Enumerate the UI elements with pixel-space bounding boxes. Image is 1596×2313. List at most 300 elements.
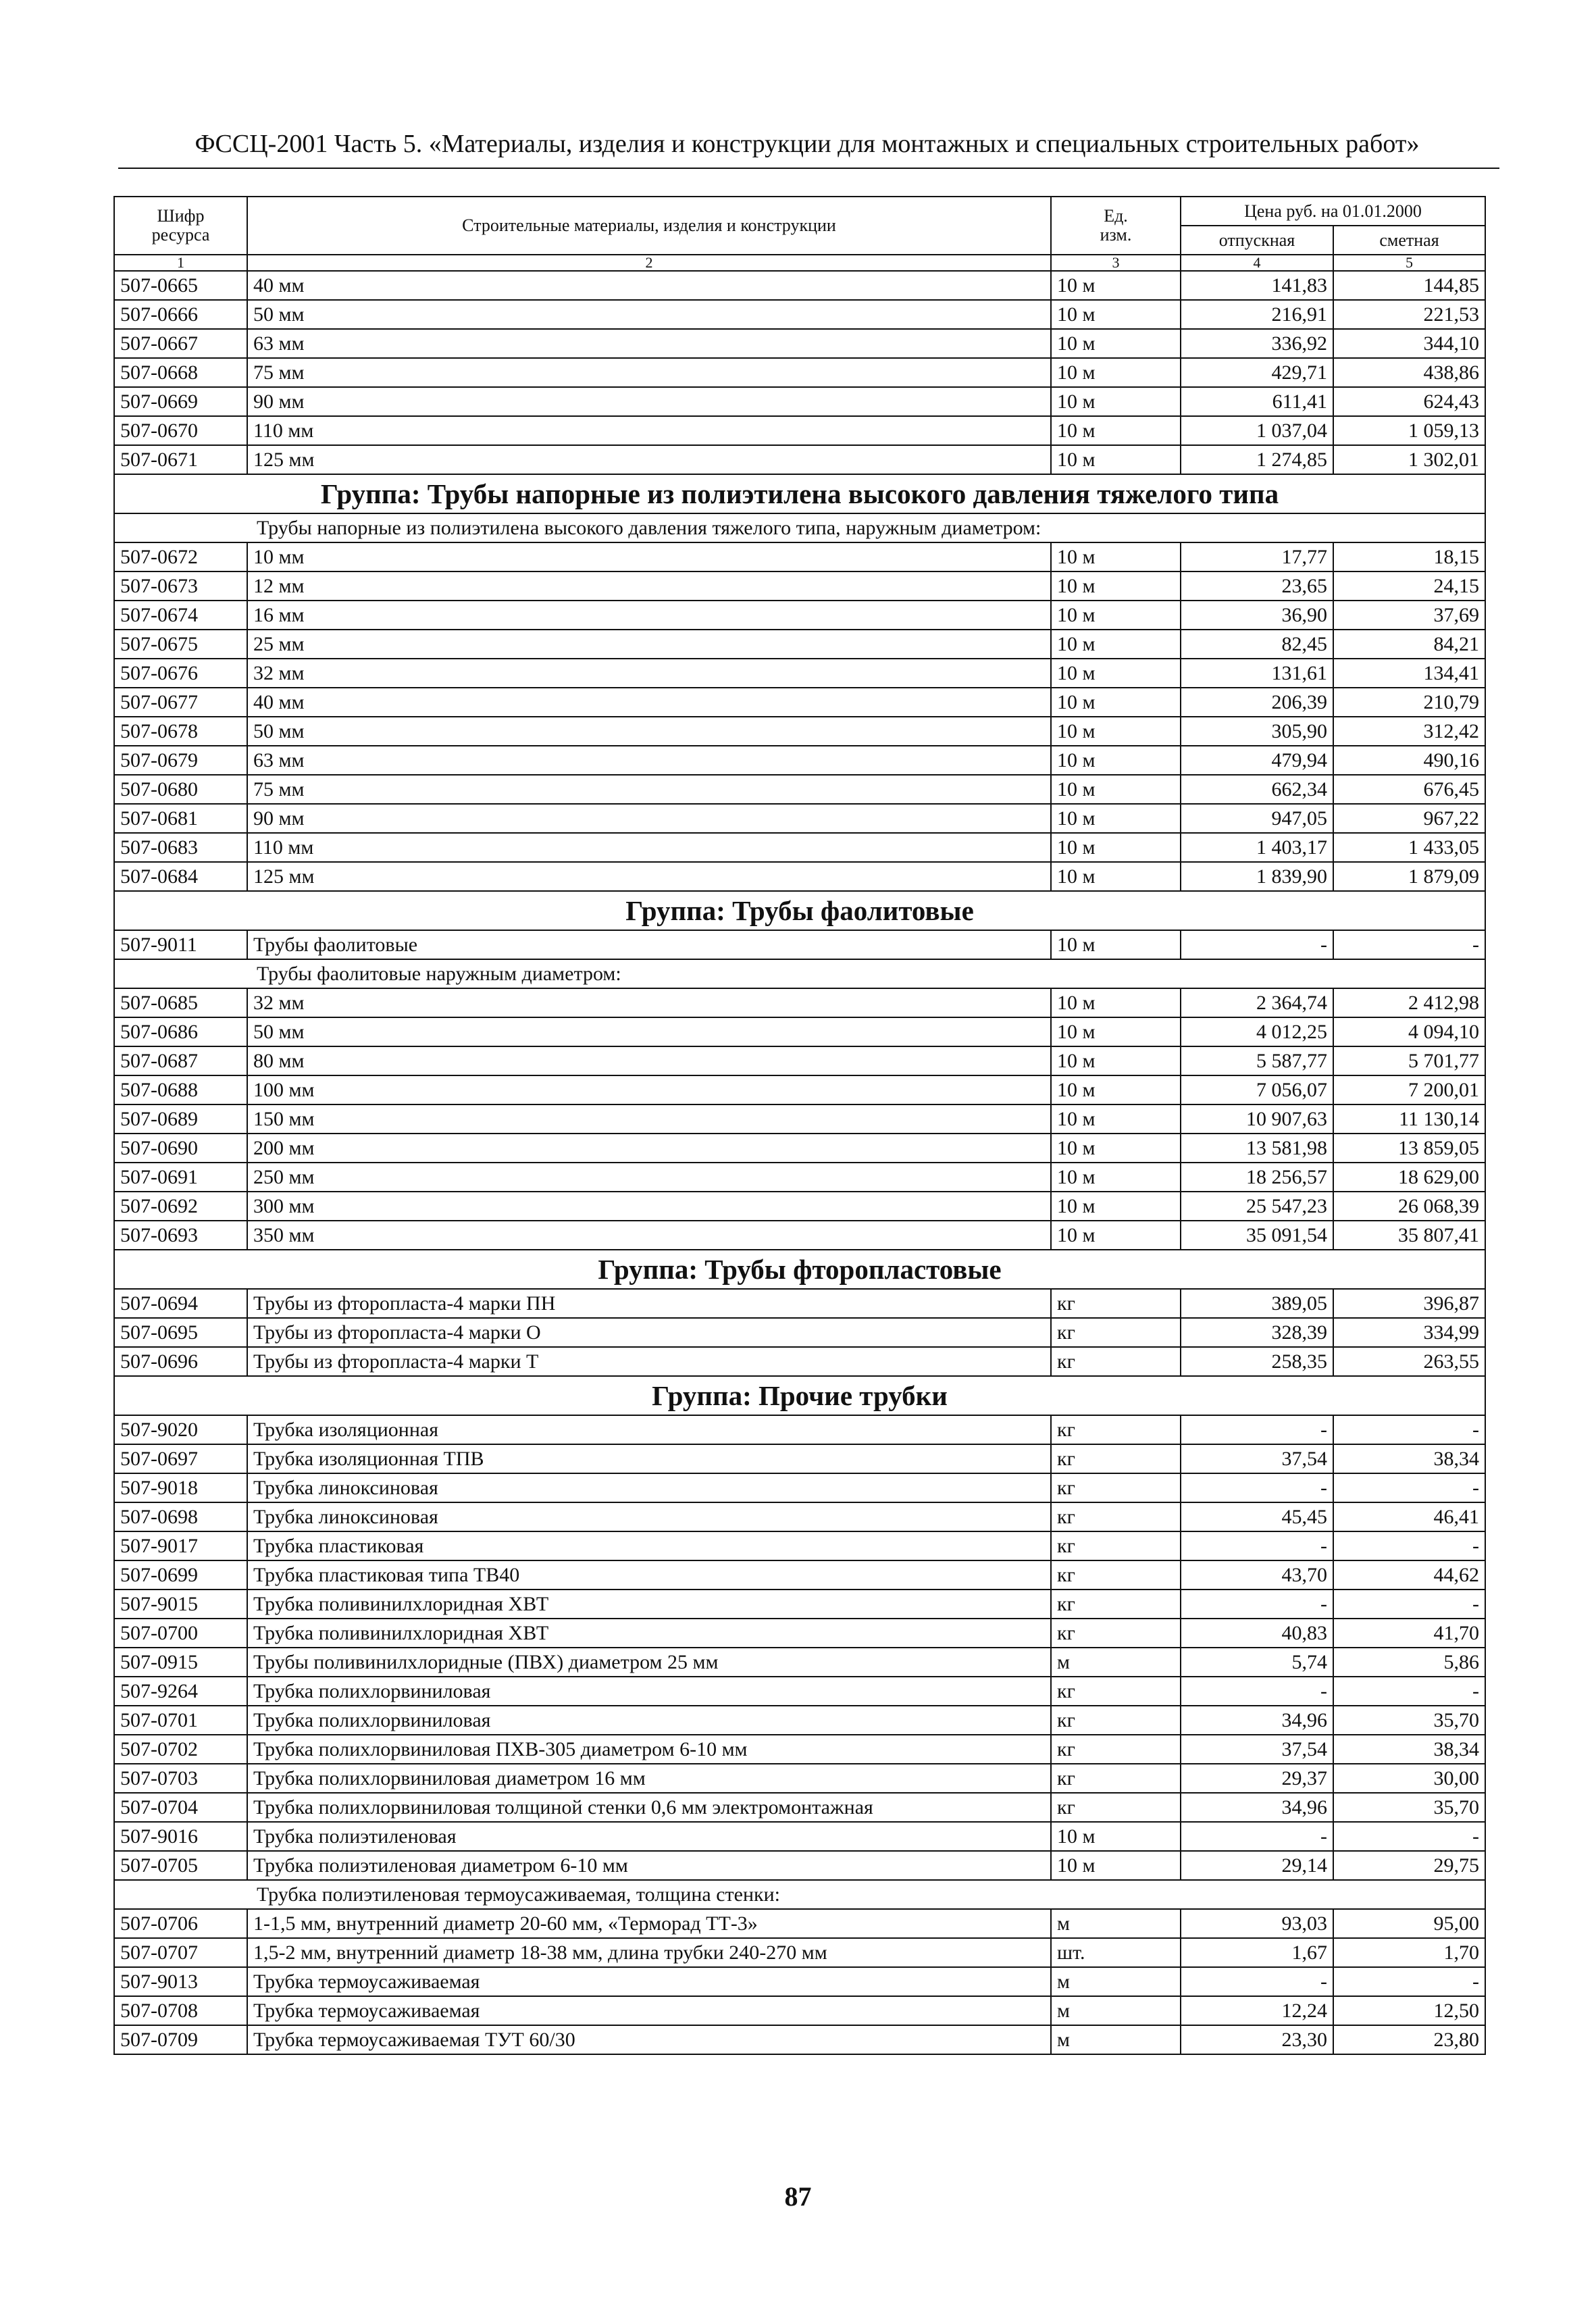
estimate-price: -: [1333, 930, 1485, 959]
unit-of-measure: кг: [1051, 1531, 1181, 1560]
table-row: [114, 746, 1485, 775]
resource-code: 507-0692: [114, 1192, 247, 1221]
resource-code: 507-9020: [114, 1415, 247, 1444]
release-price: -: [1181, 1590, 1333, 1619]
estimate-price: 44,62: [1333, 1560, 1485, 1590]
material-name: Трубка полиэтиленовая диаметром 6-10 мм: [247, 1851, 1051, 1880]
release-price: 34,96: [1181, 1793, 1333, 1822]
table-row: [114, 775, 1485, 804]
release-price: 131,61: [1181, 659, 1333, 688]
unit-of-measure: 10 м: [1051, 601, 1181, 630]
estimate-price: 1 302,01: [1333, 445, 1485, 474]
group-title: Группа: Трубы фаолитовые: [114, 891, 1485, 930]
material-name: 110 мм: [247, 416, 1051, 445]
unit-of-measure: 10 м: [1051, 445, 1181, 474]
unit-of-measure: кг: [1051, 1677, 1181, 1706]
estimate-price: 18,15: [1333, 542, 1485, 571]
estimate-price: 263,55: [1333, 1347, 1485, 1376]
estimate-price: 396,87: [1333, 1289, 1485, 1318]
material-name: Трубка изоляционная: [247, 1415, 1051, 1444]
estimate-price: 84,21: [1333, 630, 1485, 659]
estimate-price: 210,79: [1333, 688, 1485, 717]
column-header-code: [114, 197, 247, 255]
resource-code: 507-0678: [114, 717, 247, 746]
release-price: 34,96: [1181, 1706, 1333, 1735]
release-price: 216,91: [1181, 300, 1333, 329]
subheader-row: [114, 959, 1485, 988]
table-row: [114, 1192, 1485, 1221]
table-row: [114, 1996, 1485, 2025]
release-price: 1 403,17: [1181, 833, 1333, 862]
table-row: [114, 1075, 1485, 1104]
resource-code: 507-0688: [114, 1075, 247, 1104]
subheader-row: [114, 1880, 1485, 1909]
estimate-price: -: [1333, 1473, 1485, 1502]
estimate-price: 7 200,01: [1333, 1075, 1485, 1104]
table-row: [114, 1735, 1485, 1764]
table-row: [114, 542, 1485, 571]
table-row: [114, 300, 1485, 329]
resource-code: 507-0695: [114, 1318, 247, 1347]
table-row: [114, 1619, 1485, 1648]
resource-code: 507-9017: [114, 1531, 247, 1560]
resource-code: 507-0700: [114, 1619, 247, 1648]
estimate-price: -: [1333, 1967, 1485, 1996]
estimate-price: 24,15: [1333, 571, 1485, 601]
estimate-price: 35 807,41: [1333, 1221, 1485, 1250]
material-name: 90 мм: [247, 387, 1051, 416]
unit-of-measure: кг: [1051, 1764, 1181, 1793]
estimate-price: -: [1333, 1590, 1485, 1619]
estimate-price: 46,41: [1333, 1502, 1485, 1531]
group-header-row: [114, 1250, 1485, 1289]
release-price: 1 274,85: [1181, 445, 1333, 474]
subheader-row: [114, 513, 1485, 542]
material-name: Трубы из фторопласта-4 марки Т: [247, 1347, 1051, 1376]
resource-code: 507-0676: [114, 659, 247, 688]
resource-code: 507-0670: [114, 416, 247, 445]
unit-of-measure: 10 м: [1051, 271, 1181, 300]
material-name: Трубка полихлорвиниловая диаметром 16 мм: [247, 1764, 1051, 1793]
unit-of-measure: кг: [1051, 1590, 1181, 1619]
estimate-price: 4 094,10: [1333, 1017, 1485, 1046]
table-row: [114, 601, 1485, 630]
table-row: [114, 1909, 1485, 1938]
material-name: Трубка линоксиновая: [247, 1502, 1051, 1531]
release-price: 141,83: [1181, 271, 1333, 300]
unit-of-measure: 10 м: [1051, 1221, 1181, 1250]
table-row: [114, 445, 1485, 474]
material-name: Трубка пластиковая типа ТВ40: [247, 1560, 1051, 1590]
release-price: 947,05: [1181, 804, 1333, 833]
resource-code: 507-9013: [114, 1967, 247, 1996]
unit-of-measure: кг: [1051, 1619, 1181, 1648]
unit-of-measure: кг: [1051, 1560, 1181, 1590]
estimate-price: 18 629,00: [1333, 1163, 1485, 1192]
resource-code: 507-0667: [114, 329, 247, 358]
release-price: 305,90: [1181, 717, 1333, 746]
material-name: 1,5-2 мм, внутренний диаметр 18-38 мм, длина трубки 240-270 мм: [247, 1938, 1051, 1967]
table-row: [114, 1531, 1485, 1560]
unit-of-measure: 10 м: [1051, 1075, 1181, 1104]
release-price: 206,39: [1181, 688, 1333, 717]
table-row: [114, 358, 1485, 387]
resource-code: 507-0686: [114, 1017, 247, 1046]
unit-of-measure: 10 м: [1051, 862, 1181, 891]
table-row: [114, 1822, 1485, 1851]
unit-of-measure: 10 м: [1051, 804, 1181, 833]
release-price: 10 907,63: [1181, 1104, 1333, 1134]
table-row: [114, 1560, 1485, 1590]
release-price: 36,90: [1181, 601, 1333, 630]
release-price: 37,54: [1181, 1735, 1333, 1764]
estimate-price: 13 859,05: [1333, 1134, 1485, 1163]
resource-code: 507-9264: [114, 1677, 247, 1706]
material-name: 16 мм: [247, 601, 1051, 630]
estimate-price: 38,34: [1333, 1735, 1485, 1764]
unit-of-measure: 10 м: [1051, 988, 1181, 1017]
release-price: 93,03: [1181, 1909, 1333, 1938]
release-price: -: [1181, 1473, 1333, 1502]
column-header-unit-line2: изм.: [1100, 225, 1132, 245]
resource-code: 507-0709: [114, 2025, 247, 2054]
material-name: 50 мм: [247, 717, 1051, 746]
unit-of-measure: кг: [1051, 1473, 1181, 1502]
unit-of-measure: 10 м: [1051, 775, 1181, 804]
material-name: 10 мм: [247, 542, 1051, 571]
table-row: [114, 1415, 1485, 1444]
column-header-code-line2: ресурса: [151, 225, 210, 245]
table-row: [114, 1046, 1485, 1075]
unit-of-measure: 10 м: [1051, 571, 1181, 601]
unit-of-measure: кг: [1051, 1415, 1181, 1444]
release-price: 1 037,04: [1181, 416, 1333, 445]
table-row: [114, 1502, 1485, 1531]
unit-of-measure: 10 м: [1051, 688, 1181, 717]
resource-code: 507-0683: [114, 833, 247, 862]
table-row: [114, 571, 1485, 601]
unit-of-measure: 10 м: [1051, 1046, 1181, 1075]
table-row: [114, 387, 1485, 416]
group-header-row: [114, 1376, 1485, 1415]
subheader-text: Трубка полиэтиленовая термоусаживаемая, толщина стенки:: [114, 1880, 1485, 1909]
resource-code: 507-0704: [114, 1793, 247, 1822]
estimate-price: 676,45: [1333, 775, 1485, 804]
column-header-estimate-price: сметная: [1333, 226, 1485, 255]
estimate-price: 37,69: [1333, 601, 1485, 630]
material-name: 110 мм: [247, 833, 1051, 862]
release-price: 23,30: [1181, 2025, 1333, 2054]
material-name: Трубка полихлорвиниловая толщиной стенки 0,6 мм электромонтажная: [247, 1793, 1051, 1822]
release-price: 5 587,77: [1181, 1046, 1333, 1075]
table-row: [114, 1318, 1485, 1347]
table-row: [114, 1163, 1485, 1192]
column-header-unit: [1051, 197, 1181, 255]
release-price: 429,71: [1181, 358, 1333, 387]
unit-of-measure: м: [1051, 2025, 1181, 2054]
unit-of-measure: 10 м: [1051, 1134, 1181, 1163]
material-name: Трубка поливинилхлоридная ХВТ: [247, 1590, 1051, 1619]
resource-code: 507-0679: [114, 746, 247, 775]
estimate-price: 1 879,09: [1333, 862, 1485, 891]
group-header-row: [114, 891, 1485, 930]
unit-of-measure: 10 м: [1051, 930, 1181, 959]
release-price: 389,05: [1181, 1289, 1333, 1318]
material-name: 80 мм: [247, 1046, 1051, 1075]
table-row: [114, 1221, 1485, 1250]
release-price: 7 056,07: [1181, 1075, 1333, 1104]
release-price: 23,65: [1181, 571, 1333, 601]
estimate-price: 344,10: [1333, 329, 1485, 358]
release-price: 13 581,98: [1181, 1134, 1333, 1163]
subheader-text: Трубы фаолитовые наружным диаметром:: [114, 959, 1485, 988]
material-name: Трубы поливинилхлоридные (ПВХ) диаметром 25 мм: [247, 1648, 1051, 1677]
unit-of-measure: 10 м: [1051, 1104, 1181, 1134]
column-number: 3: [1051, 255, 1181, 271]
column-header-code-line1: Шифр: [157, 206, 205, 226]
release-price: 43,70: [1181, 1560, 1333, 1590]
table-row: [114, 1967, 1485, 1996]
resource-code: 507-0691: [114, 1163, 247, 1192]
resource-code: 507-0685: [114, 988, 247, 1017]
unit-of-measure: кг: [1051, 1347, 1181, 1376]
material-name: 75 мм: [247, 775, 1051, 804]
material-name: Трубы из фторопласта-4 марки О: [247, 1318, 1051, 1347]
page-number: 87: [784, 2181, 812, 2212]
table-row: [114, 1134, 1485, 1163]
column-number: 5: [1333, 255, 1485, 271]
unit-of-measure: м: [1051, 1967, 1181, 1996]
material-name: 100 мм: [247, 1075, 1051, 1104]
release-price: 336,92: [1181, 329, 1333, 358]
column-number: 2: [247, 255, 1051, 271]
material-name: Трубка термоусаживаемая ТУТ 60/30: [247, 2025, 1051, 2054]
column-number: 1: [114, 255, 247, 271]
table-row: [114, 1590, 1485, 1619]
estimate-price: 2 412,98: [1333, 988, 1485, 1017]
resource-code: 507-0698: [114, 1502, 247, 1531]
release-price: 2 364,74: [1181, 988, 1333, 1017]
unit-of-measure: шт.: [1051, 1938, 1181, 1967]
material-name: Трубы из фторопласта-4 марки ПН: [247, 1289, 1051, 1318]
estimate-price: 35,70: [1333, 1793, 1485, 1822]
material-name: 12 мм: [247, 571, 1051, 601]
estimate-price: 38,34: [1333, 1444, 1485, 1473]
resource-code: 507-0915: [114, 1648, 247, 1677]
resource-code: 507-0694: [114, 1289, 247, 1318]
release-price: 479,94: [1181, 746, 1333, 775]
unit-of-measure: 10 м: [1051, 746, 1181, 775]
column-numbers-row: [114, 255, 1485, 271]
column-header-name: Строительные материалы, изделия и конструкции: [247, 197, 1051, 255]
estimate-price: 5 701,77: [1333, 1046, 1485, 1075]
release-price: 82,45: [1181, 630, 1333, 659]
group-header-row: [114, 474, 1485, 513]
material-name: 63 мм: [247, 746, 1051, 775]
resource-code: 507-0708: [114, 1996, 247, 2025]
release-price: 12,24: [1181, 1996, 1333, 2025]
release-price: 29,14: [1181, 1851, 1333, 1880]
table-row: [114, 1851, 1485, 1880]
estimate-price: 967,22: [1333, 804, 1485, 833]
price-table: [113, 196, 1486, 2055]
material-name: 25 мм: [247, 630, 1051, 659]
release-price: -: [1181, 1822, 1333, 1851]
unit-of-measure: 10 м: [1051, 387, 1181, 416]
resource-code: 507-0689: [114, 1104, 247, 1134]
resource-code: 507-0680: [114, 775, 247, 804]
resource-code: 507-0687: [114, 1046, 247, 1075]
estimate-price: 41,70: [1333, 1619, 1485, 1648]
table-row: [114, 1347, 1485, 1376]
material-name: 50 мм: [247, 300, 1051, 329]
material-name: Трубка полихлорвиниловая ПХВ-305 диаметром 6-10 мм: [247, 1735, 1051, 1764]
material-name: 350 мм: [247, 1221, 1051, 1250]
resource-code: 507-0702: [114, 1735, 247, 1764]
material-name: 150 мм: [247, 1104, 1051, 1134]
release-price: 611,41: [1181, 387, 1333, 416]
group-title: Группа: Трубы фторопластовые: [114, 1250, 1485, 1289]
table-row: [114, 930, 1485, 959]
subheader-text: Трубы напорные из полиэтилена высокого давления тяжелого типа, наружным диаметром:: [114, 513, 1485, 542]
resource-code: 507-9011: [114, 930, 247, 959]
unit-of-measure: кг: [1051, 1793, 1181, 1822]
table-row: [114, 329, 1485, 358]
unit-of-measure: 10 м: [1051, 542, 1181, 571]
material-name: Трубка полихлорвиниловая: [247, 1706, 1051, 1735]
material-name: 50 мм: [247, 1017, 1051, 1046]
material-name: Трубка термоусаживаемая: [247, 1967, 1051, 1996]
estimate-price: 1,70: [1333, 1938, 1485, 1967]
release-price: 1,67: [1181, 1938, 1333, 1967]
column-header-unit-line1: Ед.: [1104, 206, 1128, 226]
estimate-price: 26 068,39: [1333, 1192, 1485, 1221]
resource-code: 507-0673: [114, 571, 247, 601]
estimate-price: 29,75: [1333, 1851, 1485, 1880]
material-name: 40 мм: [247, 688, 1051, 717]
table-row: [114, 688, 1485, 717]
release-price: 18 256,57: [1181, 1163, 1333, 1192]
material-name: Трубка изоляционная ТПВ: [247, 1444, 1051, 1473]
estimate-price: 312,42: [1333, 717, 1485, 746]
estimate-price: 490,16: [1333, 746, 1485, 775]
material-name: 200 мм: [247, 1134, 1051, 1163]
page-header-title: ФССЦ-2001 Часть 5. «Материалы, изделия и конструкции для монтажных и специальных строительных работ»: [195, 130, 1420, 158]
release-price: 37,54: [1181, 1444, 1333, 1473]
release-price: 5,74: [1181, 1648, 1333, 1677]
unit-of-measure: м: [1051, 1909, 1181, 1938]
material-name: 90 мм: [247, 804, 1051, 833]
resource-code: 507-0690: [114, 1134, 247, 1163]
material-name: 1-1,5 мм, внутренний диаметр 20-60 мм, «Терморад ТТ-3»: [247, 1909, 1051, 1938]
release-price: -: [1181, 1967, 1333, 1996]
release-price: 328,39: [1181, 1318, 1333, 1347]
unit-of-measure: м: [1051, 1648, 1181, 1677]
table-row: [114, 1648, 1485, 1677]
table-row: [114, 1706, 1485, 1735]
release-price: 4 012,25: [1181, 1017, 1333, 1046]
release-price: 662,34: [1181, 775, 1333, 804]
resource-code: 507-0681: [114, 804, 247, 833]
group-title: Группа: Прочие трубки: [114, 1376, 1485, 1415]
estimate-price: 624,43: [1333, 387, 1485, 416]
unit-of-measure: кг: [1051, 1502, 1181, 1531]
table-row: [114, 2025, 1485, 2054]
resource-code: 507-0703: [114, 1764, 247, 1793]
release-price: 25 547,23: [1181, 1192, 1333, 1221]
estimate-price: 35,70: [1333, 1706, 1485, 1735]
material-name: Трубка полихлорвиниловая: [247, 1677, 1051, 1706]
estimate-price: -: [1333, 1822, 1485, 1851]
estimate-price: 134,41: [1333, 659, 1485, 688]
estimate-price: 30,00: [1333, 1764, 1485, 1793]
material-name: 75 мм: [247, 358, 1051, 387]
unit-of-measure: кг: [1051, 1735, 1181, 1764]
table-row: [114, 630, 1485, 659]
unit-of-measure: кг: [1051, 1318, 1181, 1347]
resource-code: 507-0696: [114, 1347, 247, 1376]
resource-code: 507-0707: [114, 1938, 247, 1967]
table-row: [114, 659, 1485, 688]
table-row: [114, 1793, 1485, 1822]
table-row: [114, 1677, 1485, 1706]
release-price: -: [1181, 1415, 1333, 1444]
release-price: 1 839,90: [1181, 862, 1333, 891]
material-name: 40 мм: [247, 271, 1051, 300]
table-row: [114, 1017, 1485, 1046]
unit-of-measure: кг: [1051, 1444, 1181, 1473]
material-name: Трубы фаолитовые: [247, 930, 1051, 959]
unit-of-measure: 10 м: [1051, 1017, 1181, 1046]
resource-code: 507-0674: [114, 601, 247, 630]
table-row: [114, 833, 1485, 862]
table-row: [114, 862, 1485, 891]
column-number: 4: [1181, 255, 1333, 271]
unit-of-measure: 10 м: [1051, 329, 1181, 358]
unit-of-measure: 10 м: [1051, 1822, 1181, 1851]
table-row: [114, 1473, 1485, 1502]
release-price: 45,45: [1181, 1502, 1333, 1531]
table-row: [114, 271, 1485, 300]
group-title: Группа: Трубы напорные из полиэтилена высокого давления тяжелого типа: [114, 474, 1485, 513]
resource-code: 507-0684: [114, 862, 247, 891]
column-header-price: Цена руб. на 01.01.2000: [1181, 197, 1485, 226]
unit-of-measure: 10 м: [1051, 1851, 1181, 1880]
resource-code: 507-0672: [114, 542, 247, 571]
unit-of-measure: 10 м: [1051, 630, 1181, 659]
resource-code: 507-0693: [114, 1221, 247, 1250]
material-name: Трубка полиэтиленовая: [247, 1822, 1051, 1851]
material-name: Трубка термоусаживаемая: [247, 1996, 1051, 2025]
unit-of-measure: 10 м: [1051, 659, 1181, 688]
resource-code: 507-0669: [114, 387, 247, 416]
resource-code: 507-0665: [114, 271, 247, 300]
resource-code: 507-0706: [114, 1909, 247, 1938]
unit-of-measure: 10 м: [1051, 358, 1181, 387]
release-price: -: [1181, 930, 1333, 959]
material-name: 250 мм: [247, 1163, 1051, 1192]
table-row: [114, 1444, 1485, 1473]
table-row: [114, 1938, 1485, 1967]
resource-code: 507-9018: [114, 1473, 247, 1502]
unit-of-measure: кг: [1051, 1289, 1181, 1318]
estimate-price: 144,85: [1333, 271, 1485, 300]
estimate-price: -: [1333, 1677, 1485, 1706]
resource-code: 507-0671: [114, 445, 247, 474]
table-row: [114, 717, 1485, 746]
unit-of-measure: 10 м: [1051, 833, 1181, 862]
header-divider: [118, 168, 1499, 169]
